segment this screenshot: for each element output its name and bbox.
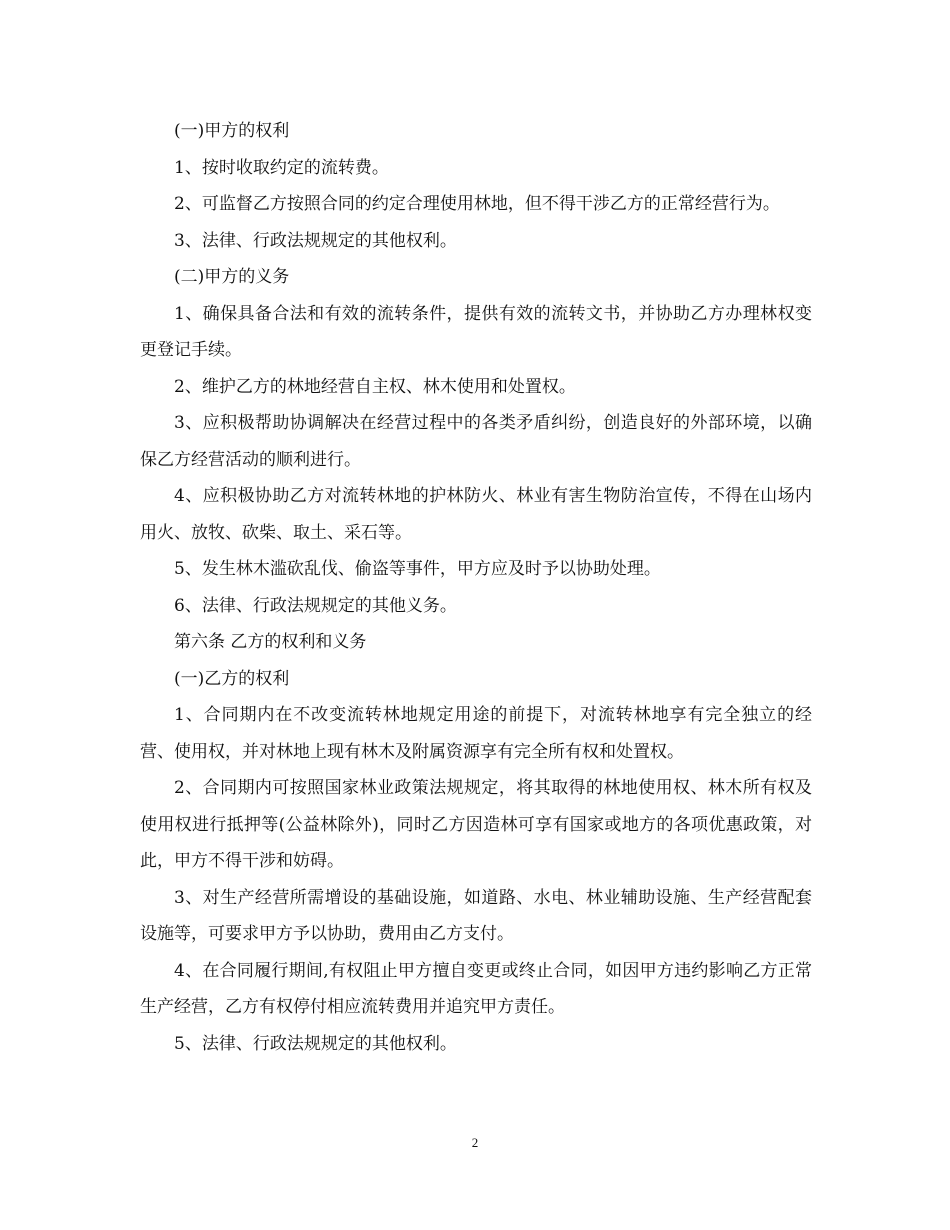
paragraph: 3、应积极帮助协调解决在经营过程中的各类矛盾纠纷，创造良好的外部环境，以确保乙方经营活动的顺利进行。 <box>140 413 812 470</box>
section-heading-party-a-rights: (一)甲方的权利 <box>174 121 290 141</box>
paragraph: 4、应积极协助乙方对流转林地的护林防火、林业有害生物防治宣传，不得在山场内用火、放牧、砍柴、取土、采石等。 <box>140 486 812 543</box>
paragraph: 3、法律、行政法规规定的其他权利。 <box>174 230 457 251</box>
paragraph: 4、在合同履行期间,有权阻止甲方擅自变更或终止合同，如因甲方违约影响乙方正常生产经营，乙方有权停付相应流转费用并追究甲方责任。 <box>140 960 812 1017</box>
section-heading-party-a-obligations: (二)甲方的义务 <box>174 267 290 287</box>
paragraph: 2、可监督乙方按照合同的约定合理使用林地，但不得干涉乙方的正常经营行为。 <box>174 194 780 214</box>
section-heading-party-b-rights: (一)乙方的权利 <box>174 668 290 689</box>
paragraph: 5、法律、行政法规规定的其他权利。 <box>174 1033 457 1054</box>
paragraph: 3、对生产经营所需增设的基础设施，如道路、水电、林业辅助设施、生产经营配套设施等，可要求甲方予以协助，费用由乙方支付。 <box>140 887 812 944</box>
paragraph: 1、按时收取约定的流转费。 <box>174 157 389 178</box>
paragraph: 5、发生林木滥砍乱伐、偷盗等事件，甲方应及时予以协助处理。 <box>174 559 661 579</box>
document-body <box>140 113 812 1062</box>
paragraph: 2、合同期内可按照国家林业政策法规规定，将其取得的林地使用权、林木所有权及使用权进行抵押等(公益林除外)，同时乙方因造林可享有国家或地方的各项优惠政策，对此，甲方不得干涉和妨碍。 <box>140 778 812 871</box>
paragraph: 1、合同期内在不改变流转林地规定用途的前提下，对流转林地享有完全独立的经营、使用权，并对林地上现有林木及附属资源享有完全所有权和处置权。 <box>140 705 812 762</box>
page-number: 2 <box>471 1135 479 1150</box>
paragraph: 6、法律、行政法规规定的其他义务。 <box>174 595 457 616</box>
paragraph: 2、维护乙方的林地经营自主权、林木使用和处置权。 <box>174 376 576 397</box>
paragraph: 1、确保具备合法和有效的流转条件，提供有效的流转文书，并协助乙方办理林权变更登记手续。 <box>140 303 812 360</box>
article-heading-article-six: 第六条 乙方的权利和义务 <box>174 632 367 652</box>
